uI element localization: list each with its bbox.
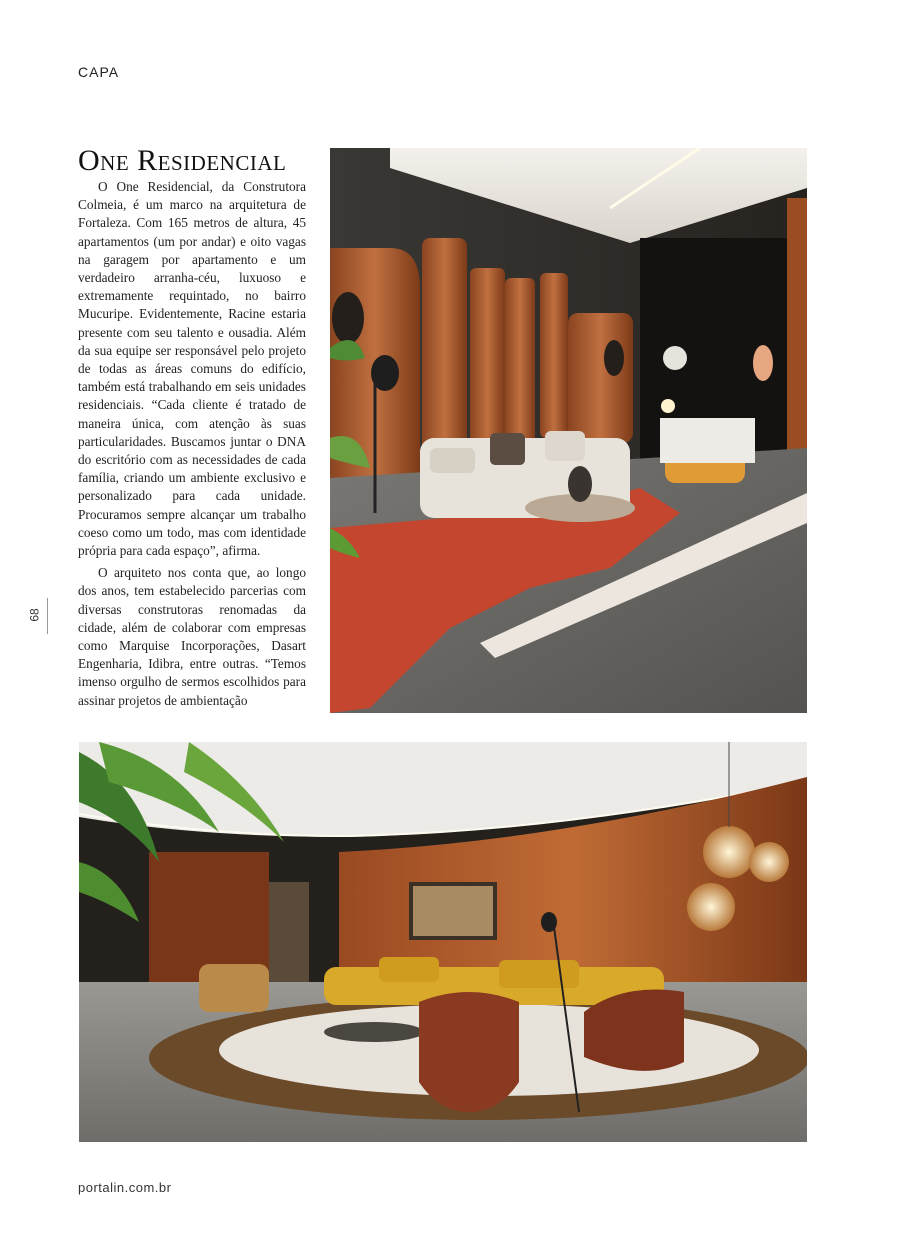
- page-number: 68: [27, 608, 42, 622]
- article-body: [78, 178, 306, 710]
- page-number-rule: [47, 598, 48, 634]
- lounge-photo: [79, 742, 807, 1142]
- lobby-photo: [330, 148, 807, 713]
- article-paragraph: O arquiteto nos conta que, ao longo dos anos, tem estabelecido parcerias com diversas construtoras renomadas da cidade, além de colaborar com empresas como Marquise Incorporações, Dasart Engenharia, Idibra, entre outras. “Temos imenso orgulho de sermos escolhidos para assinar projetos de ambientação: [78, 565, 306, 708]
- section-label: CAPA: [78, 64, 120, 80]
- article-title: One Residencial: [78, 144, 287, 177]
- article-paragraph: O One Residencial, da Construtora Colmeia, é um marco na arquitetura de Fortaleza. Com 165 metros de altura, 45 apartamentos (um por andar) e oito vagas na garagem por apartamento e um verdadeiro arranha-céu, luxuoso e extremamente requintado, no bairro Mucuripe. Evidentemente, Racine estaria presente com seu talento e ousadia. Além da sua equipe ser responsável pelo projeto de todas as áreas comuns do edifício, também está trabalhando em seis unidades residenciais. “Cada cliente é tratado de maneira única, com atenção às suas particularidades. Buscamos juntar o DNA do escritório com as necessidades de cada família, criando um ambiente exclusivo e personalizado para cada unidade. Procuramos sempre alcançar um trabalho coeso como um todo, mas com identidade própria para cada espaço”, afirma.: [78, 179, 306, 559]
- footer-url[interactable]: portalin.com.br: [78, 1180, 172, 1195]
